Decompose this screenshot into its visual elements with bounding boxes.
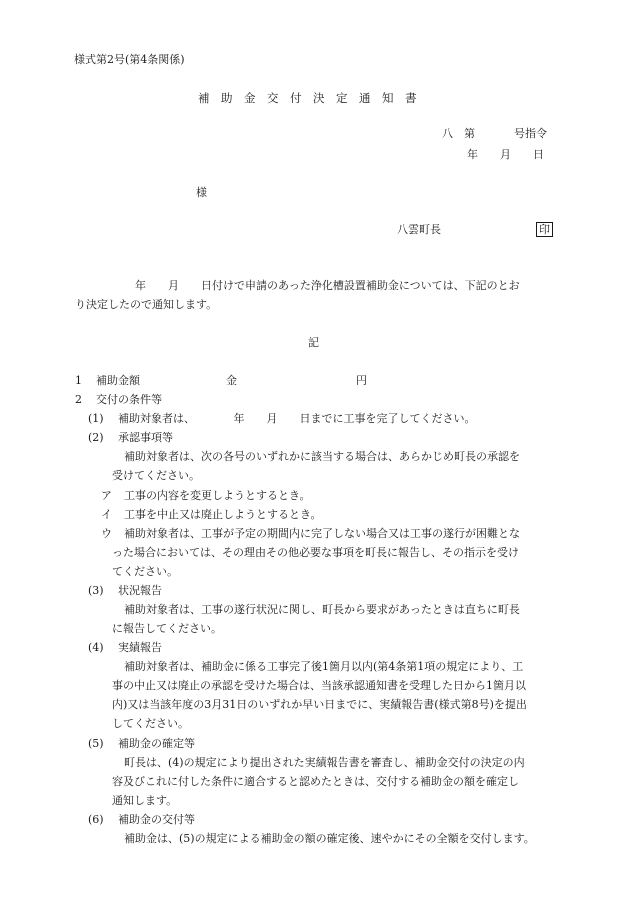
document-title: 補 助 金 交 付 決 定 通 知 書 <box>198 91 417 105</box>
item-5-line-3: 通知します。 <box>112 794 178 807</box>
sub-item-u-line-3: てください。 <box>112 565 178 578</box>
item-5-label: 補助金の確定等 <box>118 737 195 750</box>
issue-date: 年 月 日 <box>467 148 544 161</box>
sub-item-a-text: 工事の内容を変更しようとするとき。 <box>124 489 311 502</box>
issuer-name: 八雲町長 <box>397 223 441 236</box>
sub-item-u-mark: ウ <box>101 527 112 540</box>
sub-item-a-mark: ア <box>101 489 112 502</box>
item-4-line-2: 事の中止又は廃止の承認を受けた場合は、当該承認通知書を受理した日から1箇月以 <box>112 679 526 692</box>
section-2-number: 2 <box>75 393 82 406</box>
recipient-honorific: 様 <box>196 186 207 199</box>
form-number: 様式第2号(第4条関係) <box>74 53 185 66</box>
item-4-number: (4) <box>88 641 104 654</box>
item-6-number: (6) <box>88 813 104 826</box>
item-4-line-4: してください。 <box>112 717 189 730</box>
item-1-number: (1) <box>88 412 104 425</box>
sub-item-i-text: 工事を中止又は廃止しようとするとき。 <box>124 508 322 521</box>
item-3-line-2: に報告してください。 <box>112 622 222 635</box>
item-2-line-2: 受けてください。 <box>112 469 200 482</box>
sub-item-u-line-1: 補助対象者は、工事が予定の期間内に完了しない場合又は工事の遂行が困難とな <box>124 527 520 540</box>
item-5-line-1: 町長は、(4)の規定により提出された実績報告書を審査し、補助金交付の決定の内 <box>124 756 525 769</box>
item-6-line-1: 補助金は、(5)の規定による補助金の額の確定後、速やかにその全額を交付します。 <box>124 832 535 845</box>
sub-item-i-mark: イ <box>101 508 112 521</box>
item-5-line-2: 容及びこれに付した条件に適合すると認めたときは、交付する補助金の額を確定し <box>112 775 519 788</box>
amount-kin: 金 <box>226 374 237 387</box>
item-3-number: (3) <box>88 584 104 597</box>
item-2-number: (2) <box>88 431 104 444</box>
amount-yen: 円 <box>356 374 367 387</box>
item-4-label: 実績報告 <box>118 641 162 654</box>
sub-item-u-line-2: った場合においては、その理由その他必要な事項を町長に報告し、その指示を受け <box>112 546 519 559</box>
item-2-line-1: 補助対象者は、次の各号のいずれかに該当する場合は、あらかじめ町長の承認を <box>124 450 520 463</box>
section-2-label: 交付の条件等 <box>96 393 162 406</box>
seal-mark: 印 <box>536 222 553 237</box>
item-6-label: 補助金の交付等 <box>118 813 195 826</box>
item-3-label: 状況報告 <box>118 584 162 597</box>
section-1-number: 1 <box>75 374 82 387</box>
item-1-text: 補助対象者は、 年 月 日までに工事を完了してください。 <box>118 412 476 425</box>
item-4-line-3: 内)又は当該年度の3月31日のいずれか早い日までに、実績報告書(様式第8号)を提出 <box>112 698 527 711</box>
ki-heading: 記 <box>308 336 319 349</box>
item-2-label: 承認事項等 <box>118 431 173 444</box>
intro-line-1: 年 月 日付けで申請のあった浄化槽設置補助金については、下記のとお <box>135 279 520 292</box>
item-3-line-1: 補助対象者は、工事の遂行状況に関し、町長から要求があったときは直ちに町長 <box>124 603 520 616</box>
item-4-line-1: 補助対象者は、補助金に係る工事完了後1箇月以内(第4条第1項の規定により、工 <box>124 660 524 673</box>
item-5-number: (5) <box>88 737 104 750</box>
intro-line-2: り決定したので通知します。 <box>75 298 218 311</box>
notice-number-suffix: 号指令 <box>514 127 547 140</box>
notice-number-prefix: 八 第 <box>442 127 475 140</box>
section-1-label: 補助金額 <box>96 374 140 387</box>
